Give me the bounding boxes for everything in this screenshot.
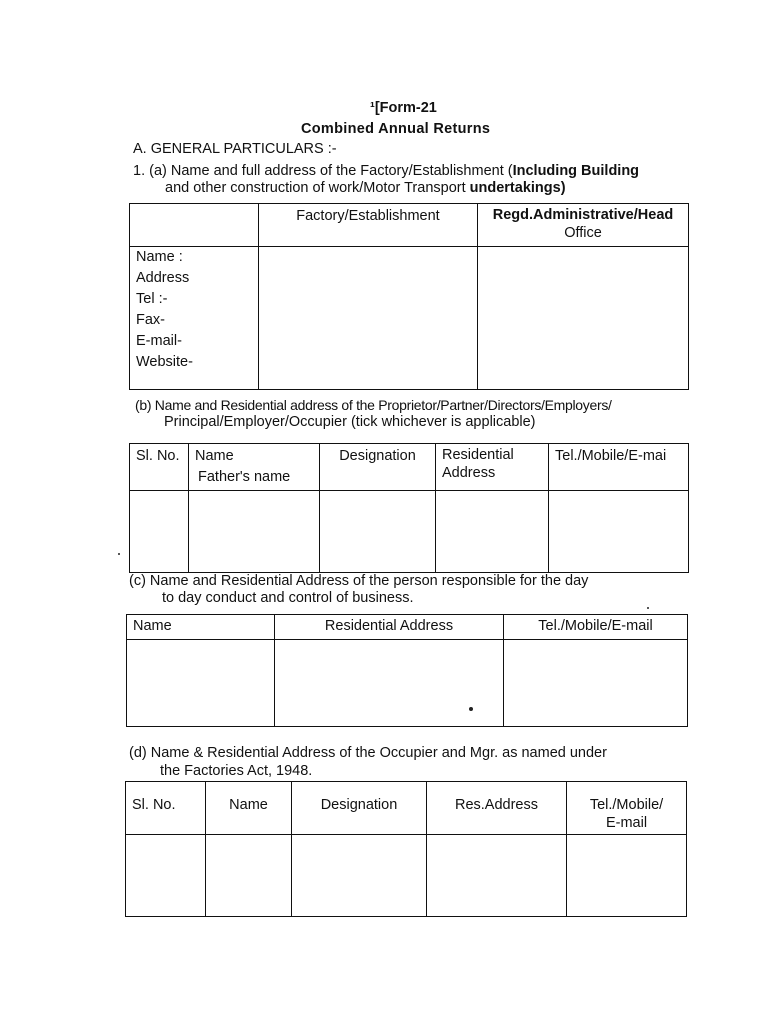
scan-speck bbox=[118, 553, 120, 555]
label-tel: Tel :- bbox=[136, 291, 168, 307]
table-1d-col-name: Name bbox=[206, 782, 292, 835]
col-residential-line2: Address bbox=[442, 465, 496, 481]
table-1b-col-designation: Designation bbox=[320, 444, 436, 491]
item-1a-line1-text: 1. (a) Name and full address of the Factory/Establishment ( bbox=[133, 163, 513, 179]
item-1a-line2-bold: undertakings) bbox=[469, 180, 566, 196]
item-1a-line1 bbox=[133, 163, 639, 180]
table-1c-contact-cell[interactable] bbox=[504, 640, 688, 727]
item-1c-line2: to day conduct and control of business. bbox=[162, 590, 414, 606]
col-contact-line1: Tel./Mobile/ bbox=[589, 797, 664, 813]
table-1b-designation-cell[interactable] bbox=[320, 491, 436, 573]
item-1d-line1: (d) Name & Residential Address of the Occupier and Mgr. as named under bbox=[129, 745, 607, 761]
table-1c-col-residential: Residential Address bbox=[275, 615, 504, 640]
table-1b-col-contact: Tel./Mobile/E-mai bbox=[549, 444, 689, 491]
label-website: Website- bbox=[136, 354, 193, 370]
scan-speck bbox=[647, 607, 649, 609]
col-name-line1: Name bbox=[195, 448, 234, 464]
table-1d-col-designation: Designation bbox=[292, 782, 427, 835]
table-1d-designation-cell[interactable] bbox=[292, 835, 427, 917]
table-1d bbox=[125, 781, 687, 917]
table-1b-col-residential bbox=[436, 444, 549, 491]
table-1a-col-head-office bbox=[478, 204, 689, 247]
table-1d-res-address-cell[interactable] bbox=[427, 835, 567, 917]
col-contact-line2: E-mail bbox=[605, 815, 648, 831]
form-title: Combined Annual Returns bbox=[301, 121, 491, 137]
table-1a-row-labels bbox=[130, 247, 259, 390]
table-1c-col-contact: Tel./Mobile/E-mail bbox=[504, 615, 688, 640]
table-1d-col-sl: Sl. No. bbox=[126, 782, 206, 835]
table-1c bbox=[126, 614, 688, 727]
table-1b-col-sl: Sl. No. bbox=[130, 444, 189, 491]
table-1c-header-row bbox=[127, 615, 688, 640]
table-1b-body-row bbox=[130, 491, 689, 573]
label-address: Address bbox=[136, 270, 190, 286]
form-number: ¹[Form-21 bbox=[370, 100, 437, 116]
table-1b-contact-cell[interactable] bbox=[549, 491, 689, 573]
col-name-line2: Father's name bbox=[198, 469, 291, 485]
table-1c-name-cell[interactable] bbox=[127, 640, 275, 727]
table-1d-contact-cell[interactable] bbox=[567, 835, 687, 917]
scan-speck bbox=[469, 707, 473, 711]
label-name: Name : bbox=[136, 249, 183, 265]
section-a-heading: A. GENERAL PARTICULARS :- bbox=[133, 141, 337, 157]
table-1b-name-cell[interactable] bbox=[189, 491, 320, 573]
label-fax: Fax- bbox=[136, 312, 165, 328]
head-office-line2: Office bbox=[564, 225, 602, 241]
item-1d-line2: the Factories Act, 1948. bbox=[160, 763, 313, 779]
table-1d-col-contact bbox=[567, 782, 687, 835]
table-1c-col-name: Name bbox=[127, 615, 275, 640]
item-1a-line2 bbox=[165, 180, 566, 197]
table-1b-col-name bbox=[189, 444, 320, 491]
factory-address-field[interactable] bbox=[259, 247, 478, 390]
table-1c-body-row bbox=[127, 640, 688, 727]
table-1a-blank-header bbox=[130, 204, 259, 247]
head-office-address-field[interactable] bbox=[478, 247, 689, 390]
table-1b-sl-cell[interactable] bbox=[130, 491, 189, 573]
table-1d-name-cell[interactable] bbox=[206, 835, 292, 917]
item-1b-line1: (b) Name and Residential address of the Proprietor/Partner/Directors/Employers/ bbox=[135, 397, 612, 413]
table-1a-body-row bbox=[130, 247, 689, 390]
item-1b-line2: Principal/Employer/Occupier (tick whichever is applicable) bbox=[164, 414, 536, 430]
table-1c-residential-cell[interactable] bbox=[275, 640, 504, 727]
table-1b bbox=[129, 443, 689, 573]
table-1d-body-row bbox=[126, 835, 687, 917]
table-1d-sl-cell[interactable] bbox=[126, 835, 206, 917]
col-residential-line1: Residential bbox=[442, 447, 514, 463]
item-1a-line2-text: and other construction of work/Motor Transport bbox=[165, 180, 470, 196]
table-1d-col-res-address: Res.Address bbox=[427, 782, 567, 835]
item-1a-line1-bold: Including Building bbox=[512, 163, 640, 179]
table-1b-header-row bbox=[130, 444, 689, 491]
table-1b-residential-cell[interactable] bbox=[436, 491, 549, 573]
table-1a bbox=[129, 203, 689, 390]
table-1d-header-row bbox=[126, 782, 687, 835]
head-office-line1: Regd.Administrative/Head bbox=[492, 207, 674, 223]
table-1a-header-row bbox=[130, 204, 689, 247]
table-1a-col-factory: Factory/Establishment bbox=[259, 204, 478, 247]
item-1c-line1: (c) Name and Residential Address of the person responsible for the day bbox=[129, 573, 589, 589]
label-email: E-mail- bbox=[136, 333, 182, 349]
